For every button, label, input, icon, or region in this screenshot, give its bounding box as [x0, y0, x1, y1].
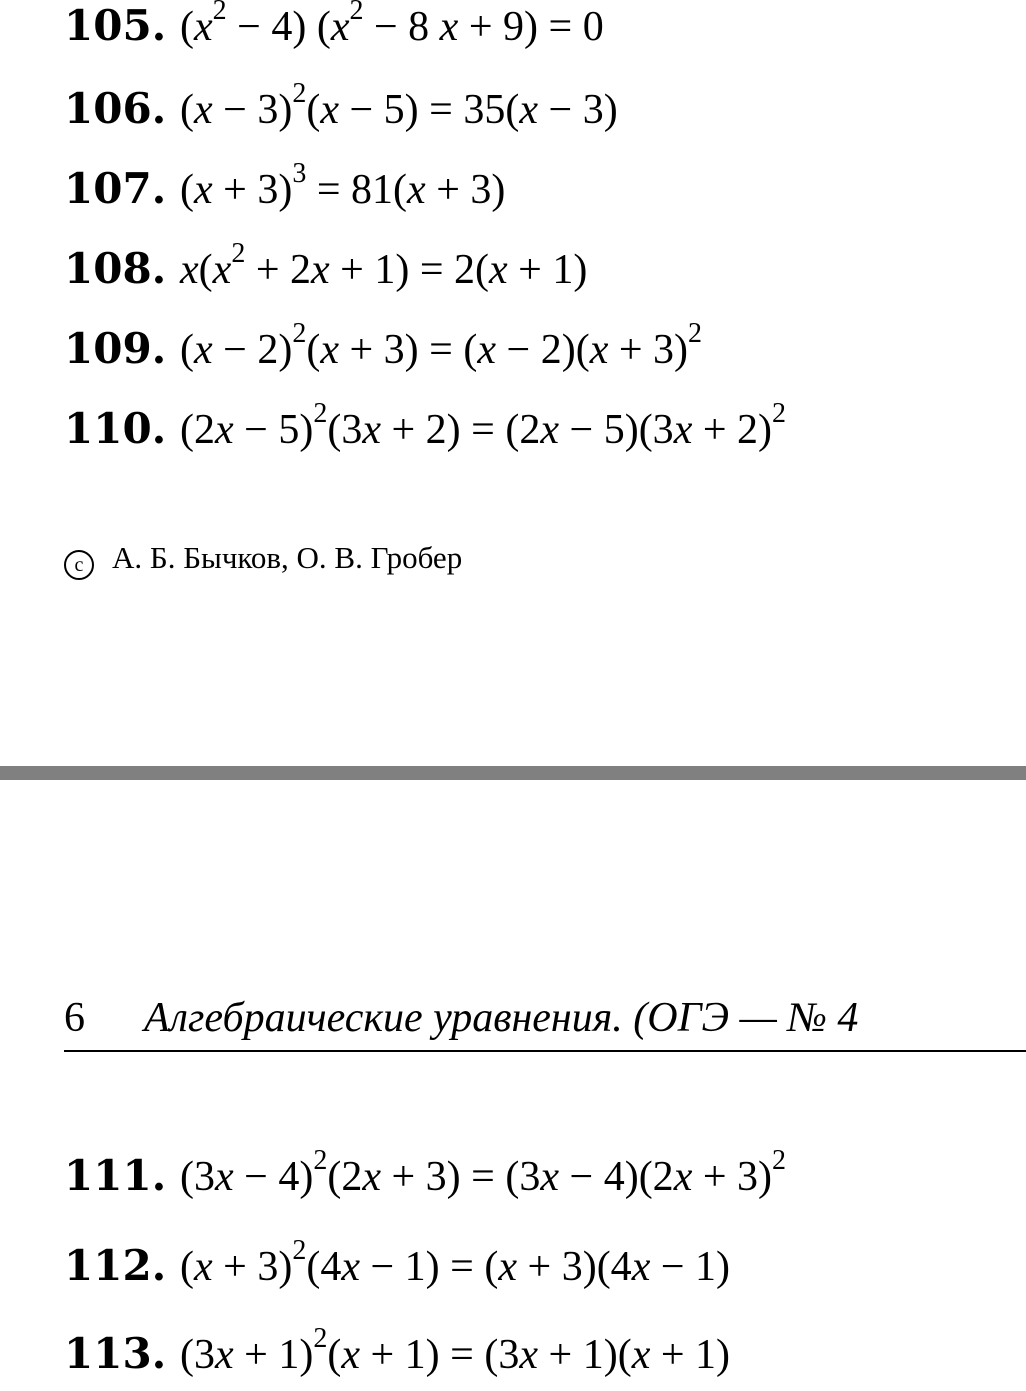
problem-107 — [64, 158, 506, 216]
equation: $(x^2 - 4) (x^2 - 8$ x + 9) = 0 — [180, 0, 604, 50]
problem-number: 112. — [64, 1241, 167, 1290]
section-number: 6 — [64, 995, 85, 1041]
problem-113 — [64, 1323, 731, 1381]
problem-number: 107. — [64, 164, 167, 213]
problem-number: 111. — [64, 1151, 167, 1200]
section-header — [64, 990, 1026, 1052]
copyright-notice — [64, 540, 462, 580]
equation: $(3x - 4)^2(2x + 3) = (3x - 4)(2x + 3)^2$ — [180, 1145, 787, 1200]
equation: $(x + 3)^2(4x - 1) = (x + 3)(4x - 1)$ — [180, 1235, 731, 1290]
problem-number: 110. — [64, 404, 167, 453]
section-title: Алгебраические уравнения. (ОГЭ — № 4 — [144, 995, 859, 1041]
problem-106 — [64, 78, 618, 136]
copyright-authors: А. Б. Бычков, О. В. Гробер — [112, 540, 463, 575]
equation: $(2x - 5)^2(3x + 2) = (2x - 5)(3x + 2)^2$ — [180, 398, 787, 453]
problem-number: 113. — [64, 1329, 167, 1378]
problem-number: 108. — [64, 244, 167, 293]
problem-105 — [64, 0, 604, 53]
problem-109 — [64, 318, 703, 376]
problem-112 — [64, 1235, 731, 1293]
problem-number: 106. — [64, 84, 167, 133]
problem-number: 109. — [64, 324, 167, 373]
problem-108 — [64, 238, 588, 296]
copyright-icon: c — [64, 550, 94, 580]
page-separator — [0, 766, 1026, 780]
equation: $(x - 3)^2(x - 5) = 35(x - 3)$ — [180, 78, 618, 133]
equation: $(3x + 1)^2(x + 1) = (3x + 1)(x + 1)$ — [180, 1323, 731, 1378]
problem-number: 105. — [64, 1, 167, 50]
problem-111 — [64, 1145, 787, 1203]
equation: $(x + 3)^3 = 81(x + 3)$ — [180, 158, 506, 213]
equation: $(x - 2)^2(x + 3) = (x - 2)(x + 3)^2$ — [180, 318, 703, 373]
page-bottom — [0, 780, 1026, 1391]
equation: $x(x^2 + 2x + 1) = 2(x + 1)$ — [180, 238, 588, 293]
problem-110 — [64, 398, 787, 456]
